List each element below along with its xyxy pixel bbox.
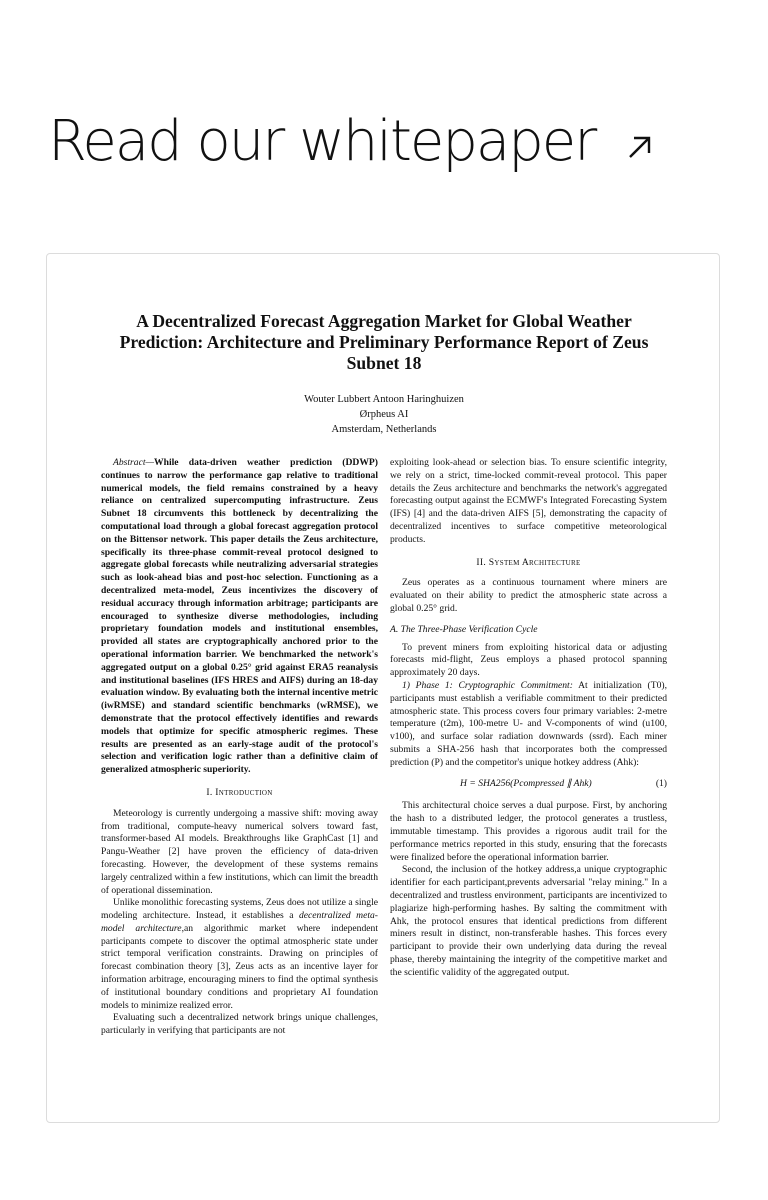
right-paragraph-1: exploiting look-ahead or selection bias. To ensure scientific integrity, we rely on a strict, time-locked commit-reveal protocol. This paper details the Zeus architecture and benchmarks the network's aggregated forecasting output against the ECMWF's Integrated Forecasting System (IFS) [4] and the data-driven AIFS [5], demonstrating the capacity of decentralized incentives to surface competitive meteorological products.	[390, 457, 667, 545]
intro-paragraph-1: Meteorology is currently undergoing a massive shift: moving away from traditional, compute-heavy numerical solvers toward fast, transformer-based AI models. Breakthroughs like GraphCast [1] and Pangu-Weather [2] have proven the efficiency of data-driven forecasting. However, the development of these systems remains largely centralized within a few institutions, which can limit the breadth of operational dissemination.	[101, 807, 378, 896]
paper-affiliation: Ørpheus AI	[359, 409, 409, 420]
phase1-paragraph	[390, 680, 667, 770]
abstract-body: While data-driven weather prediction (DDWP) continues to narrow the performance gap relative to traditional numerical models, the field remains constrained by a heavy reliance on centralized supercomputing infrastructure. Zeus Subnet 18 circumvents this bottleneck by decentralizing the computational load through a global forecast aggregation protocol on the Bittensor network. This paper details the Zeus architecture, specifically its three-phase commit-reveal protocol designed to aggregate global forecasts while neutralizing adversarial strategies such as look-ahead bias and post-hoc selection. Functioning as a decentralized meta-model, Zeus incentivizes the discovery of residual accuracy through information arbitrage; participants are encouraged to synthesize diverse methodologies, including proprietary foundation models and institutional ensembles, provided all states are cryptographically anchored prior to the operational information barrier. We benchmarked the network's aggregated output on a global 0.25° grid against ERA5 reanalysis and institutional baselines (IFS HRES and AIFS) during an 18-day evaluation window. By evaluating both the internal incentive metric (iwRMSE) and standard scientific benchmarks (wRMSE), we demonstrate that the protocol effectively identifies and rewards models that optimize for specific atmospheric regimes. These results are presented as an early-stage audit of the protocol's selection and verification logic rather than a definitive claim of generalized atmospheric superiority.	[101, 457, 378, 776]
paper-location: Amsterdam, Netherlands	[331, 424, 437, 435]
paper-columns	[101, 457, 667, 1038]
intro-p2-part-a: Unlike monolithic forecasting systems, Zeus does not utilize a single modeling architecture. Instead, it establishes a	[101, 897, 378, 922]
architecture-paragraph-2: Second, the inclusion of the hotkey address,a unique cryptographic identifier for each participant,prevents adversarial "relay mining." In a decentralized and trustless environment, participants are incentivized to plagiarize high-performing hashes. By salting the commitment with Ahk, the protocol ensures that identical predictions from different miners result in distinct, non-transferable hashes. This forces every participant to provide their own underlying data during the reveal phase, thereby maintaining the integrity of the competitive market and the scientific validity of the aggregated output.	[390, 864, 667, 978]
section-architecture-heading: II. System Architecture	[476, 556, 581, 568]
phase1-heading: 1) Phase 1: Cryptographic Commitment:	[402, 679, 573, 691]
intro-paragraph-3: Evaluating such a decentralized network brings unique challenges, particularly in verifying that participants are not	[101, 1012, 378, 1037]
left-column	[101, 457, 378, 1038]
whitepaper-preview-card[interactable]	[46, 253, 720, 1123]
paper-page	[101, 311, 667, 1038]
whitepaper-link[interactable]	[48, 108, 655, 176]
paper-title: A Decentralized Forecast Aggregation Market for Global Weather Prediction: Architecture and Preliminary Performance Report of Zeus Subnet 18	[119, 311, 649, 373]
subsection-verification-heading: A. The Three-Phase Verification Cycle	[390, 623, 538, 635]
abstract	[101, 457, 378, 777]
abstract-lead: Abstract—	[113, 457, 155, 468]
whitepaper-link-text: Read our whitepaper	[48, 109, 596, 174]
paper-authors-block	[101, 392, 667, 437]
intro-p2-part-b: ,an algorithmic market where independent participants compete to discover the optimal atmospheric state under strict temporal verification constraints. Drawing on principles of forecast combination theory [3], Zeus acts as an incentive layer for information arbitrage, encouraging miners to find the optimal synthesis of institutional boundary conditions and proprietary AI foundation models to minimize realized error.	[101, 922, 378, 1011]
intro-paragraph-2	[101, 897, 378, 1012]
cycle-paragraph-1: To prevent miners from exploiting historical data or adjusting forecasts mid-flight, Zeus employs a phased protocol spanning approximately 20 days.	[390, 641, 667, 679]
equation-number: (1)	[655, 777, 667, 789]
phase1-body: At initialization (T0), participants must establish a verifiable commitment to their predicted atmospheric state. This process covers four primary variables: 2-metre temperature (t2m), 100-metre U- and V-components of wind (u100, v100), and surface solar radiation downwards (ssrd). Each miner submits a SHA-256 hash that incorporates both the compressed prediction (P) and the competitor's unique hotkey address (Ahk):	[390, 679, 667, 768]
intro-p2-emphasis: decentralized meta-model architecture	[101, 910, 378, 934]
equation-1	[390, 778, 667, 791]
architecture-paragraph-1: This architectural choice serves a dual purpose. First, by anchoring the hash to a distributed ledger, the protocol generates a trustless, immutable timestamp. This provides a rigorous audit trail for the performance metrics reported in this study, ensuring that the forecasts were finalized before the operational information barrier.	[390, 800, 667, 863]
paper-authors: Wouter Lubbert Antoon Haringhuizen	[304, 394, 464, 405]
section-introduction-heading: I. Introduction	[206, 786, 273, 798]
system-paragraph-1: Zeus operates as a continuous tournament where miners are evaluated on their ability to predict the atmospheric state across a global 0.25° grid.	[390, 577, 667, 614]
equation-formula: H = SHA256(Pcompressed ∥ Ahk)	[460, 777, 592, 789]
arrow-up-right-icon	[625, 132, 655, 162]
right-column	[390, 457, 667, 1038]
